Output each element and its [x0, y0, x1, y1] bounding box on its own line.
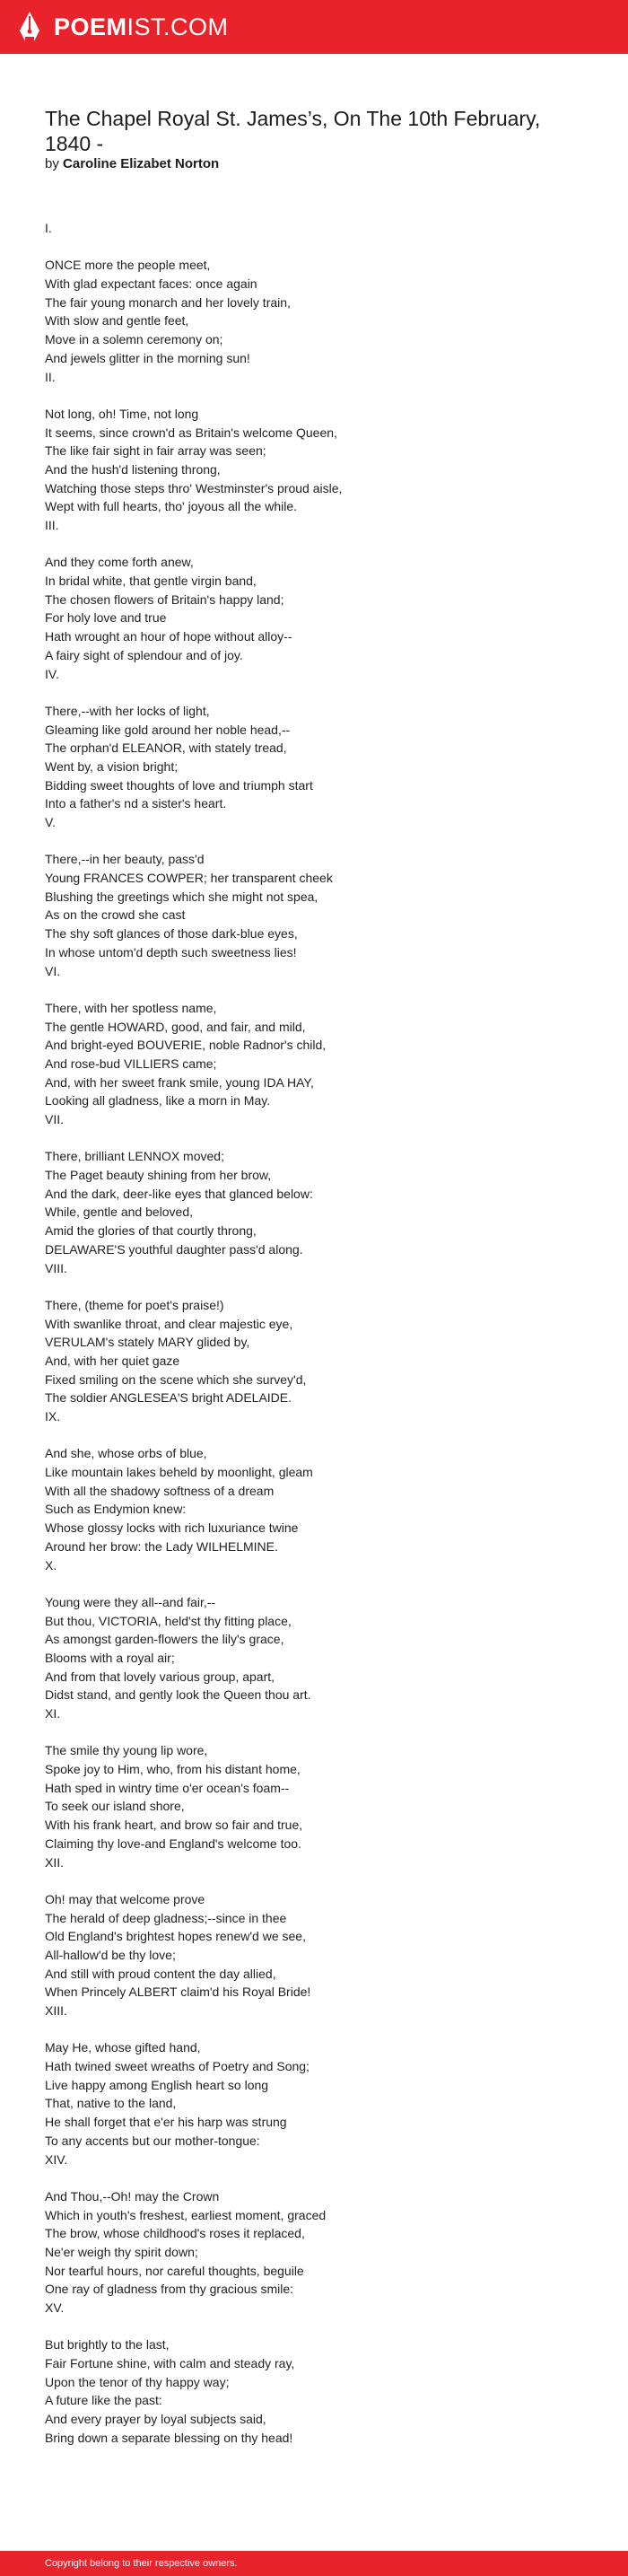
poem-line: Gleaming like gold around her noble head,-- [45, 722, 291, 737]
poem-line: Blooms with a royal air; [45, 1650, 175, 1665]
stanza-break [45, 2020, 583, 2039]
poem-line: III. [45, 518, 59, 532]
poem-line: But brightly to the last, [45, 2337, 170, 2353]
poem-line: Bidding sweet thoughts of love and triumph start [45, 777, 313, 793]
poem-line: With all the shadowy softness of a dream [45, 1483, 275, 1498]
poem-line: VI. [45, 963, 61, 978]
poem-line: Wept with full hearts, tho' joyous all the while. [45, 499, 297, 514]
poem-line: Fixed smiling on the scene which she survey'd, [45, 1371, 307, 1387]
poem-line: Fair Fortune shine, with calm and steady ray, [45, 2356, 295, 2371]
poem-title: The Chapel Royal St. James’s, On The 10th February, 1840 - [45, 107, 541, 155]
poem-line: Move in a solemn ceremony on; [45, 332, 223, 347]
stanza-break [45, 1129, 583, 1148]
byline [45, 155, 219, 173]
poem-line: The shy soft glances of those dark-blue eyes, [45, 926, 298, 942]
poem-line: All-hallow'd be thy love; [45, 1947, 176, 1962]
poem-line: Spoke joy to Him, who, from his distant home, [45, 1762, 301, 1777]
poem-line: There, with her spotless name, [45, 1000, 217, 1015]
poem-line: Hath wrought an hour of hope without alloy-- [45, 629, 292, 644]
poem-line: And she, whose orbs of blue, [45, 1446, 207, 1461]
poem-line: The soldier ANGLESEA'S bright ADELAIDE. [45, 1390, 292, 1406]
logo-light-text: IST.COM [126, 13, 229, 40]
poem-line: There,--in her beauty, pass'd [45, 852, 205, 867]
poem-line: V. [45, 815, 56, 829]
poem-line: The brow, whose childhood's roses it replaced, [45, 2226, 305, 2241]
poem-line: XIV. [45, 2151, 68, 2167]
poem-line: The fair young monarch and her lovely train, [45, 294, 291, 310]
poem-line: Oh! may that welcome prove [45, 1891, 205, 1906]
poem-line: Such as Endymion knew: [45, 1502, 187, 1517]
poem-line: The like fair sight in fair array was seen; [45, 443, 266, 459]
poem-line: For holy love and true [45, 610, 167, 626]
site-header [0, 0, 628, 54]
poem-line: Looking all gladness, like a morn in May. [45, 1093, 271, 1108]
poem-line: XIII. [45, 2003, 67, 2018]
poem-line: XII. [45, 1854, 65, 1870]
poem-line: Like mountain lakes beheld by moonlight, gleam [45, 1465, 313, 1480]
poem-line: Into a father's nd a sister's heart. [45, 796, 227, 811]
poem-line: II. [45, 369, 56, 384]
stanza-break [45, 980, 583, 999]
poem-line: Didst stand, and gently look the Queen thou art. [45, 1687, 311, 1703]
poem-line: Watching those steps thro' Westminster's proud aisle, [45, 480, 343, 495]
poem-line: There,--with her locks of light, [45, 703, 210, 718]
poem-line: As amongst garden-flowers the lily's grace, [45, 1632, 284, 1647]
poem-line: Around her brow: the Lady WILHELMINE. [45, 1538, 278, 1554]
poem-line: It seems, since crown'd as Britain's welcome Queen, [45, 425, 337, 440]
poem-line: In bridal white, that gentle virgin band, [45, 574, 257, 589]
stanza-break [45, 832, 583, 851]
poem-line: Which in youth's freshest, earliest moment, graced [45, 2207, 327, 2222]
poem-line: Old England's brightest hopes renew'd we see, [45, 1929, 306, 1944]
poem-line: With his frank heart, and brow so fair and true, [45, 1818, 303, 1833]
poem-line: And bright-eyed BOUVERIE, noble Radnor's child, [45, 1038, 327, 1053]
poem-line: XV. [45, 2300, 65, 2315]
poem-line: Claiming thy love-and England's welcome too. [45, 1836, 301, 1851]
poem-line: Upon the tenor of thy happy way; [45, 2374, 230, 2389]
poem-line: Blushing the greetings which she might not spea, [45, 889, 318, 904]
poem-line: Young were they all--and fair,-- [45, 1594, 216, 1609]
poem-line: He shall forget that e'er his harp was strung [45, 2115, 287, 2130]
poem-line: Hath twined sweet wreaths of Poetry and Song; [45, 2059, 310, 2074]
poem-line: To any accents but our mother-tongue: [45, 2133, 260, 2148]
stanza-break [45, 1723, 583, 1742]
poem-line: To seek our island shore, [45, 1799, 185, 1814]
poem-line: X. [45, 1557, 57, 1573]
poem-line: That, native to the land, [45, 2096, 177, 2111]
poem-line: The smile thy young lip wore, [45, 1743, 208, 1758]
poem-line: And rose-bud VILLIERS came; [45, 1056, 217, 1071]
stanza-break [45, 535, 583, 554]
poem-line: There, brilliant LENNOX moved; [45, 1149, 224, 1164]
stanza-break [45, 238, 583, 257]
poem-line: IV. [45, 666, 59, 681]
stanza-break [45, 1574, 583, 1593]
poem-line: Nor tearful hours, nor careful thoughts, beguile [45, 2263, 304, 2278]
poem-line: Went by, a vision bright; [45, 758, 179, 774]
poem-line: Not long, oh! Time, not long [45, 406, 199, 421]
stanza-break [45, 386, 583, 405]
poem-line: VII. [45, 1112, 65, 1126]
poem-line: Amid the glories of that courtly throng, [45, 1223, 257, 1239]
poem-line: But thou, VICTORIA, held'st thy fitting place, [45, 1613, 292, 1628]
poem-line: A fairy sight of splendour and of joy. [45, 647, 243, 662]
site-logo[interactable] [54, 13, 229, 41]
poem-line: The Paget beauty shining from her brow, [45, 1168, 272, 1183]
stanza-break [45, 1426, 583, 1445]
stanza-break [45, 1871, 583, 1890]
poem-line: And the dark, deer-like eyes that glanced below: [45, 1186, 313, 1201]
poem-line: The orphan'd ELEANOR, with stately tread, [45, 740, 287, 756]
poem-line: IX. [45, 1409, 61, 1424]
poem-line: A future like the past: [45, 2393, 162, 2408]
author-link[interactable]: Caroline Elizabet Norton [63, 156, 220, 171]
copyright-text: Copyright belong to their respective owners. [45, 2558, 238, 2569]
poem-line: Hath sped in wintry time o'er ocean's foam-- [45, 1780, 290, 1795]
poem-line: And the hush'd listening throng, [45, 461, 221, 477]
logo-bold-text: POEM [54, 13, 127, 40]
poem-line: The gentle HOWARD, good, and fair, and mild, [45, 1019, 306, 1034]
stanza-break [45, 2169, 583, 2187]
poem-line: When Princely ALBERT claim'd his Royal Bride! [45, 1985, 311, 2000]
poem-line: Bring down a separate blessing on thy head! [45, 2430, 293, 2445]
poem-line: With slow and gentle feet, [45, 313, 189, 329]
poem-line: DELAWARE'S youthful daughter pass'd along. [45, 1241, 303, 1257]
by-label: by [45, 156, 59, 171]
poem-line: And Thou,--Oh! may the Crown [45, 2188, 220, 2204]
poem-line: With swanlike throat, and clear majestic eye, [45, 1316, 293, 1331]
poem-line: The chosen flowers of Britain's happy land; [45, 591, 284, 607]
pen-nib-icon[interactable] [18, 11, 41, 43]
poem-line: Young FRANCES COWPER; her transparent cheek [45, 871, 333, 886]
poem-line: ONCE more the people meet, [45, 258, 211, 273]
poem-line: And every prayer by loyal subjects said, [45, 2412, 266, 2427]
poem-line: One ray of gladness from thy gracious smile: [45, 2282, 294, 2297]
poem-line: Ne'er weigh thy spirit down; [45, 2244, 198, 2259]
poem-line: Live happy among English heart so long [45, 2077, 269, 2092]
poem-line: And from that lovely various group, apart, [45, 1669, 275, 1684]
site-footer [0, 2551, 628, 2576]
poem-line: As on the crowd she cast [45, 907, 186, 923]
stanza-break [45, 1277, 583, 1296]
poem-line: May He, whose gifted hand, [45, 2040, 201, 2055]
poem-line: VIII. [45, 1260, 67, 1275]
poem-line: And jewels glitter in the morning sun! [45, 350, 250, 365]
stanza-break [45, 683, 583, 702]
poem-line: While, gentle and beloved, [45, 1205, 193, 1220]
poem-line: And, with her quiet gaze [45, 1353, 180, 1368]
poem-line: And still with proud content the day allied, [45, 1966, 276, 1981]
poem-line: XI. [45, 1706, 61, 1721]
stanza-break [45, 2318, 583, 2336]
poem-line: In whose untom'd depth such sweetness lies! [45, 944, 297, 959]
poem-line: And, with her sweet frank smile, young IDA HAY, [45, 1074, 314, 1090]
poem-line: VERULAM's stately MARY glided by, [45, 1335, 250, 1350]
poem-line: The herald of deep gladness;--since in thee [45, 1910, 287, 1925]
poem-line: With glad expectant faces: once again [45, 276, 257, 292]
poem-body [45, 219, 583, 2448]
poem-line: There, (theme for poet's praise!) [45, 1297, 224, 1312]
poem-line: I. [45, 221, 52, 235]
poem-line: And they come forth anew, [45, 555, 194, 570]
poem-line: Whose glossy locks with rich luxuriance twine [45, 1520, 299, 1536]
